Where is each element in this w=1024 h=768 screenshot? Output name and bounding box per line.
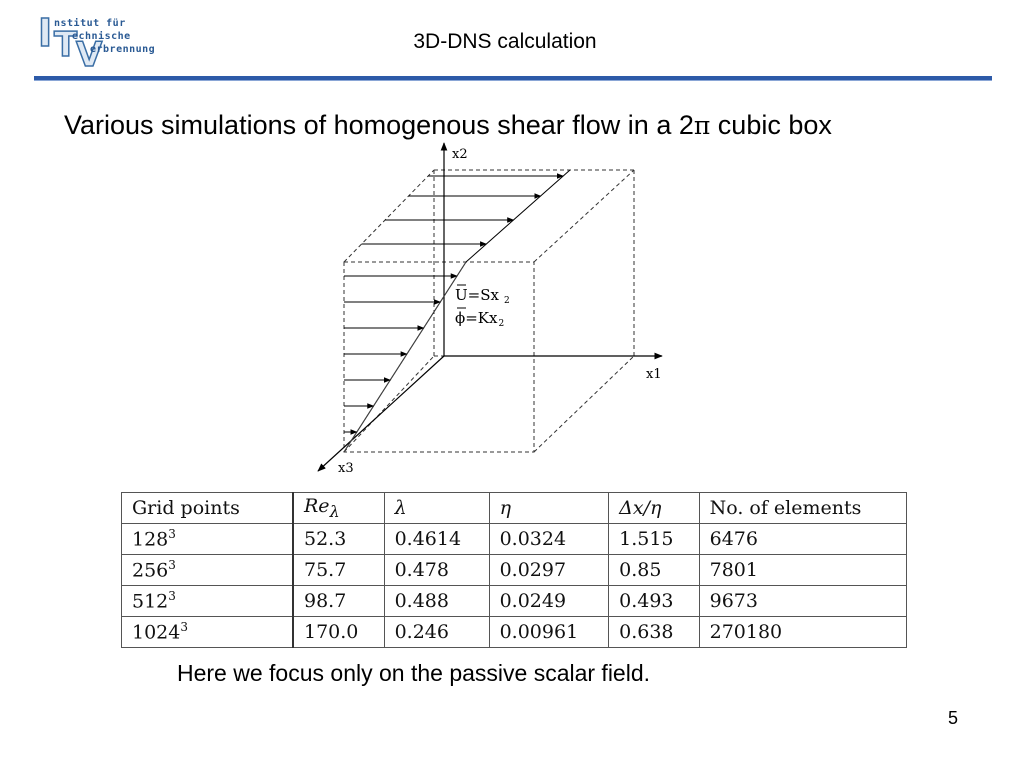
cell-lambda: 0.478: [384, 555, 489, 586]
table-row: [122, 555, 907, 586]
logo-letter-i: I: [38, 11, 53, 55]
cell-lambda: 0.246: [384, 617, 489, 648]
cell-re: 75.7: [293, 555, 384, 586]
logo-line-verbrennung: erbrennung: [90, 44, 156, 55]
table-row: [122, 524, 907, 555]
cell-re: 170.0: [293, 617, 384, 648]
svg-text:ϕ=Kx2: [455, 309, 504, 329]
eq-velocity: U=Sx: [455, 286, 499, 304]
cell-dx: 1.515: [609, 524, 700, 555]
col-eta: η: [489, 493, 609, 524]
shear-arrows: [344, 176, 563, 432]
cell-dx: 0.638: [609, 617, 700, 648]
cell-elements: 7801: [699, 555, 906, 586]
cell-eta: 0.0297: [489, 555, 609, 586]
heading-pi: π: [693, 111, 711, 140]
logo-line-technische: echnische: [72, 31, 131, 42]
page-number: 5: [948, 708, 959, 728]
cell-grid: $256^3$: [122, 555, 294, 586]
shear-flow-cube-diagram: [300, 140, 700, 480]
cell-eta: 0.00961: [489, 617, 609, 648]
header-divider: [34, 76, 992, 81]
axis-label-x1: x1: [646, 367, 662, 382]
footnote: Here we focus only on the passive scalar field.: [177, 660, 651, 686]
axis-x3-arrow: [318, 356, 444, 471]
col-lambda: λ: [384, 493, 489, 524]
col-dx-eta: Δx/η: [609, 493, 700, 524]
col-elements: No. of elements: [699, 493, 906, 524]
equations: [455, 285, 510, 329]
cell-lambda: 0.488: [384, 586, 489, 617]
logo-letter-t: T: [54, 25, 78, 65]
col-grid-points: Grid points: [122, 493, 294, 524]
cell-elements: 6476: [699, 524, 906, 555]
logo-line-institut: nstitut für: [54, 18, 126, 29]
table-row: [122, 617, 907, 648]
eq-scalar: ϕ=Kx: [455, 309, 498, 327]
cell-dx: 0.85: [609, 555, 700, 586]
cell-re: 52.3: [293, 524, 384, 555]
cell-grid: $512^3$: [122, 586, 294, 617]
table-row: [122, 586, 907, 617]
cell-grid: 1024$^3$: [122, 617, 294, 648]
cell-eta: 0.0249: [489, 586, 609, 617]
heading-tail: cubic box: [710, 110, 832, 140]
eq-scalar-sub: 2: [498, 319, 505, 329]
logo-letter-v: V: [76, 35, 103, 75]
axes: [318, 143, 662, 471]
col-reynolds: $Re_\lambda$: [293, 493, 384, 524]
axis-label-x2: x2: [452, 147, 468, 162]
cell-dx: 0.493: [609, 586, 700, 617]
header-title: 3D-DNS calculation: [413, 30, 597, 53]
cell-elements: 270180: [699, 617, 906, 648]
cell-elements: 9673: [699, 586, 906, 617]
svg-text:U=Sx2: [455, 286, 510, 306]
cell-re: 98.7: [293, 586, 384, 617]
simulation-table: [121, 492, 907, 648]
eq-velocity-sub: 2: [503, 296, 510, 306]
institute-logo: [38, 11, 188, 75]
cell-lambda: 0.4614: [384, 524, 489, 555]
slide-heading: [64, 110, 832, 141]
heading-text: Various simulations of homogenous shear flow in a 2: [64, 110, 694, 140]
axis-label-x3: x3: [338, 461, 354, 476]
cell-grid: $128^3$: [122, 524, 294, 555]
table-header-row: [122, 493, 907, 524]
cell-eta: 0.0324: [489, 524, 609, 555]
